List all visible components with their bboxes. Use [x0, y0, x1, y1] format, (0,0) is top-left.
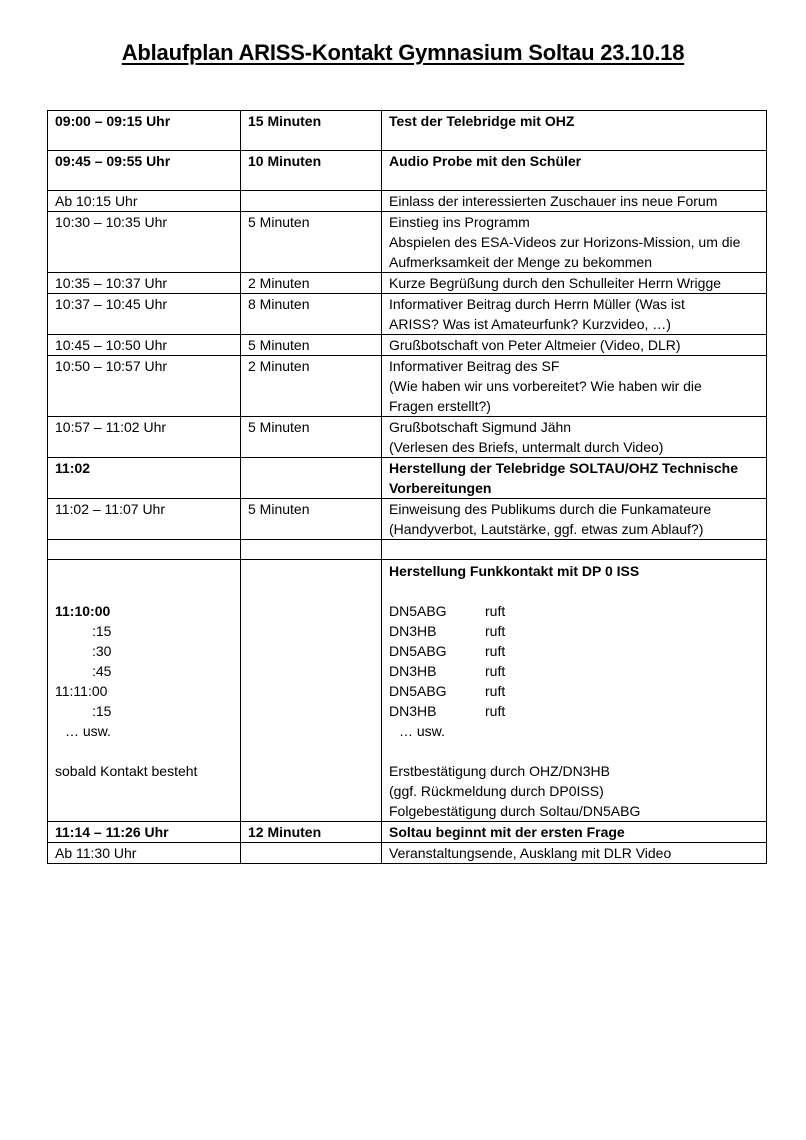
time-cell: 11:14 – 11:26 Uhr — [48, 822, 241, 843]
duration-cell — [241, 191, 382, 212]
description-line: Abspielen des ESA-Videos zur Horizons-Mission, um die — [389, 234, 741, 250]
duration-cell: 2 Minuten — [241, 273, 382, 294]
time-cell: Ab 11:30 Uhr — [48, 843, 241, 864]
description-line: Grußbotschaft Sigmund Jähn — [389, 419, 572, 435]
contact-mid-time: 11:11:00 — [55, 683, 108, 699]
description-line: Einstieg ins Programm — [389, 214, 530, 230]
call-action: ruft — [485, 703, 506, 719]
duration-cell: 5 Minuten — [241, 212, 382, 273]
description-line: ARISS? Was ist Amateurfunk? Kurzvideo, …) — [389, 316, 671, 332]
description-cell — [382, 843, 767, 864]
table-row — [48, 294, 767, 335]
description-line: Aufmerksamkeit der Menge zu bekommen — [389, 254, 652, 270]
description-cell — [382, 191, 767, 212]
table-row — [48, 273, 767, 294]
description-line: Einlass der interessierten Zuschauer ins neue Forum — [389, 193, 718, 209]
time-cell: 11:02 – 11:07 Uhr — [48, 499, 241, 540]
description-line: (Verlesen des Briefs, untermalt durch Video) — [389, 439, 664, 455]
contact-start-time: 11:10:00 — [55, 603, 111, 619]
table-row — [48, 417, 767, 458]
description-line: Fragen erstellt?) — [389, 398, 491, 414]
call-line — [389, 701, 759, 721]
contact-duration-cell — [241, 560, 382, 822]
duration-cell — [241, 458, 382, 499]
description-line: Test der Telebridge mit OHZ — [389, 113, 575, 129]
call-station: DN5ABG — [389, 603, 447, 619]
description-cell — [382, 294, 767, 335]
call-action: ruft — [485, 603, 506, 619]
table-row — [48, 458, 767, 499]
description-line: Informativer Beitrag des SF — [389, 358, 560, 374]
confirm-line: (ggf. Rückmeldung durch DP0ISS) — [389, 783, 604, 799]
table-row — [48, 499, 767, 540]
table-row — [48, 212, 767, 273]
duration-cell: 5 Minuten — [241, 499, 382, 540]
description-line: Einweisung des Publikums durch die Funkamateure — [389, 501, 712, 517]
duration-cell: 5 Minuten — [241, 417, 382, 458]
contact-once-label: sobald Kontakt besteht — [55, 763, 198, 779]
description-cell — [382, 499, 767, 540]
contact-times-cell — [48, 560, 241, 822]
confirm-line: Erstbestätigung durch OHZ/DN3HB — [389, 763, 610, 779]
call-action: ruft — [485, 683, 506, 699]
duration-cell: 15 Minuten — [241, 111, 382, 151]
contact-etc-left: … usw. — [65, 723, 111, 739]
call-line — [389, 601, 759, 621]
schedule-table — [47, 110, 767, 864]
time-cell: 10:57 – 11:02 Uhr — [48, 417, 241, 458]
call-line — [389, 661, 759, 681]
time-cell: 10:30 – 10:35 Uhr — [48, 212, 241, 273]
contact-etc-right: … usw. — [399, 723, 445, 739]
call-line — [389, 621, 759, 641]
table-row — [48, 356, 767, 417]
contact-sub-time: :15 — [92, 623, 112, 639]
description-line: Soltau beginnt mit der ersten Frage — [389, 824, 625, 840]
description-cell — [382, 111, 767, 151]
call-action: ruft — [485, 623, 506, 639]
description-line: Vorbereitungen — [389, 480, 492, 496]
call-action: ruft — [485, 643, 506, 659]
time-cell: 10:45 – 10:50 Uhr — [48, 335, 241, 356]
description-line: Herstellung der Telebridge SOLTAU/OHZ Technische — [389, 460, 739, 476]
call-station: DN3HB — [389, 663, 437, 679]
duration-cell: 10 Minuten — [241, 151, 382, 191]
time-cell: 09:45 – 09:55 Uhr — [48, 151, 241, 191]
time-cell: 10:50 – 10:57 Uhr — [48, 356, 241, 417]
table-row — [48, 191, 767, 212]
time-cell: 11:02 — [48, 458, 241, 499]
description-line: Informativer Beitrag durch Herrn Müller (Was ist — [389, 296, 685, 312]
table-row — [48, 151, 767, 191]
description-line: (Handyverbot, Lautstärke, ggf. etwas zum Ablauf?) — [389, 521, 704, 537]
description-cell — [382, 822, 767, 843]
description-line: Audio Probe mit den Schüler — [389, 153, 582, 169]
description-line: Kurze Begrüßung durch den Schulleiter Herrn Wrigge — [389, 275, 722, 291]
contact-description-cell — [382, 560, 767, 822]
contact-sub-time: :15 — [92, 703, 112, 719]
table-row — [48, 111, 767, 151]
description-cell — [382, 212, 767, 273]
duration-cell — [241, 843, 382, 864]
duration-cell: 2 Minuten — [241, 356, 382, 417]
table-row — [48, 822, 767, 843]
description-cell — [382, 273, 767, 294]
description-cell — [382, 151, 767, 191]
time-cell: 10:37 – 10:45 Uhr — [48, 294, 241, 335]
description-cell — [382, 417, 767, 458]
duration-cell: 5 Minuten — [241, 335, 382, 356]
description-cell — [382, 335, 767, 356]
table-row — [48, 335, 767, 356]
time-cell: 09:00 – 09:15 Uhr — [48, 111, 241, 151]
description-line: Grußbotschaft von Peter Altmeier (Video, DLR) — [389, 337, 681, 353]
call-station: DN3HB — [389, 623, 437, 639]
time-cell: 10:35 – 10:37 Uhr — [48, 273, 241, 294]
table-row — [48, 843, 767, 864]
contact-sub-time: :30 — [92, 643, 112, 659]
call-station: DN3HB — [389, 703, 437, 719]
table-row-radio-contact — [48, 560, 767, 822]
description-cell — [382, 458, 767, 499]
call-station: DN5ABG — [389, 643, 447, 659]
time-cell: Ab 10:15 Uhr — [48, 191, 241, 212]
description-cell — [382, 356, 767, 417]
duration-cell: 8 Minuten — [241, 294, 382, 335]
description-line: Veranstaltungsende, Ausklang mit DLR Video — [389, 845, 672, 861]
confirm-line: Folgebestätigung durch Soltau/DN5ABG — [389, 803, 641, 819]
call-line — [389, 681, 759, 701]
duration-cell: 12 Minuten — [241, 822, 382, 843]
contact-sub-time: :45 — [92, 663, 112, 679]
document-title: Ablaufplan ARISS-Kontakt Gymnasium Soltau 23.10.18 — [121, 40, 685, 65]
description-line: (Wie haben wir uns vorbereitet? Wie haben wir die — [389, 378, 702, 394]
call-station: DN5ABG — [389, 683, 447, 699]
table-row-blank — [48, 540, 767, 560]
call-line — [389, 641, 759, 661]
contact-heading: Herstellung Funkkontakt mit DP 0 ISS — [389, 563, 640, 579]
call-action: ruft — [485, 663, 506, 679]
